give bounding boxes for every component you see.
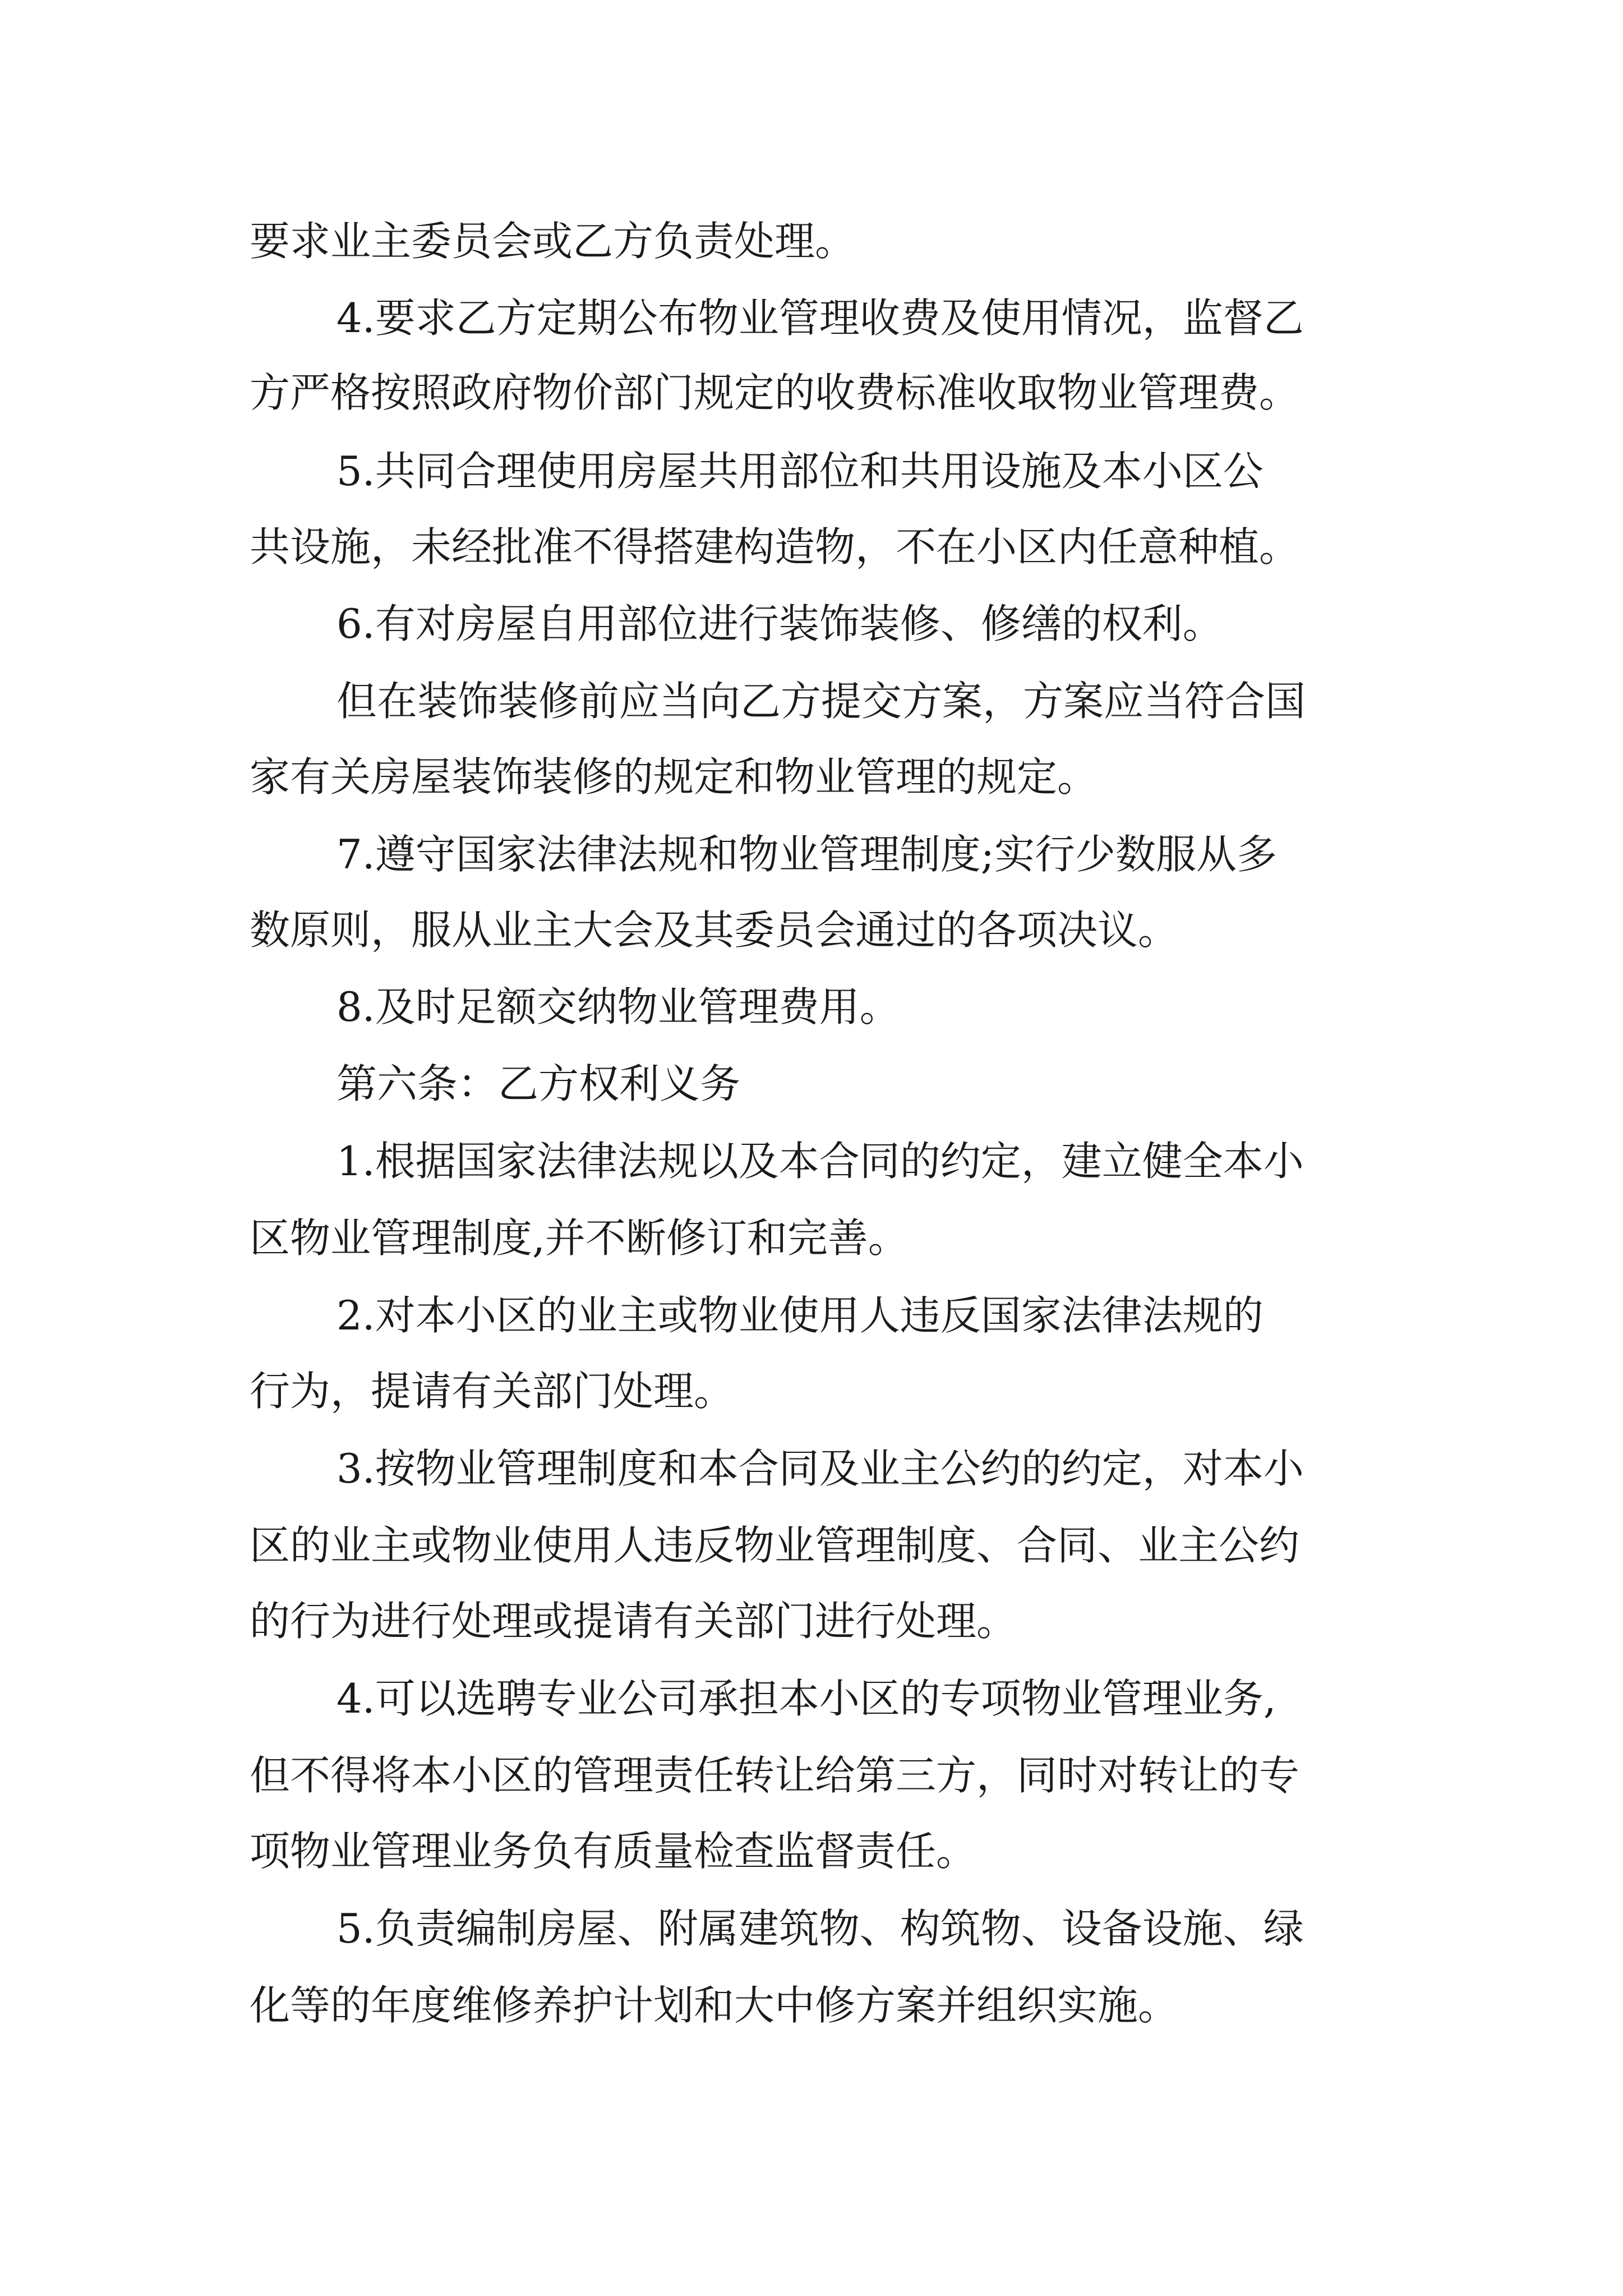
text-line-4: 5.共同合理使用房屋共用部位和共用设施及本小区公 [336, 448, 1264, 495]
text-line-14: 区物业管理制度,并不断修订和完善。 [250, 1214, 909, 1262]
text-line-1: 要求业主委员会或乙方负责处理。 [250, 218, 856, 265]
text-line-20: 4.可以选聘专业公司承担本小区的专项物业管理业务, [336, 1675, 1276, 1722]
text-line-23: 5.负责编制房屋、附属建筑物、构筑物、设备设施、绿 [336, 1905, 1304, 1952]
text-line-17: 3.按物业管理制度和本合同及业主公约的约定，对本小 [336, 1445, 1304, 1492]
text-line-15: 2.对本小区的业主或物业使用人违反国家法律法规的 [336, 1292, 1264, 1339]
text-line-16: 行为，提请有关部门处理。 [250, 1368, 735, 1415]
text-line-11: 8.及时足额交纳物业管理费用。 [336, 983, 900, 1030]
text-line-10: 数原则，服从业主大会及其委员会通过的各项决议。 [250, 907, 1179, 954]
text-line-22: 项物业管理业务负有质量检查监督责任。 [250, 1828, 977, 1875]
text-line-13: 1.根据国家法律法规以及本合同的约定，建立健全本小 [336, 1138, 1304, 1185]
section-heading: 第六条：乙方权利义务 [336, 1060, 741, 1107]
text-line-9: 7.遵守国家法律法规和物业管理制度;实行少数服从多 [336, 831, 1277, 878]
text-line-7: 但在装饰装修前应当向乙方提交方案，方案应当符合国 [336, 678, 1306, 725]
text-line-18: 区的业主或物业使用人违反物业管理制度、合同、业主公约 [250, 1522, 1300, 1569]
text-line-3: 方严格按照政府物价部门规定的收费标准收取物业管理费。 [250, 369, 1300, 416]
text-line-2: 4.要求乙方定期公布物业管理收费及使用情况，监督乙 [336, 295, 1304, 342]
text-line-6: 6.有对房屋自用部位进行装饰装修、修缮的权利。 [336, 600, 1223, 647]
text-line-5: 共设施，未经批准不得搭建构造物，不在小区内任意种植。 [250, 523, 1300, 570]
text-line-21: 但不得将本小区的管理责任转让给第三方，同时对转让的专 [250, 1752, 1300, 1799]
text-line-8: 家有关房屋装饰装修的规定和物业管理的规定。 [250, 753, 1098, 800]
text-line-24: 化等的年度维修养护计划和大中修方案并组织实施。 [250, 1982, 1179, 2029]
text-line-19: 的行为进行处理或提请有关部门进行处理。 [250, 1598, 1017, 1645]
